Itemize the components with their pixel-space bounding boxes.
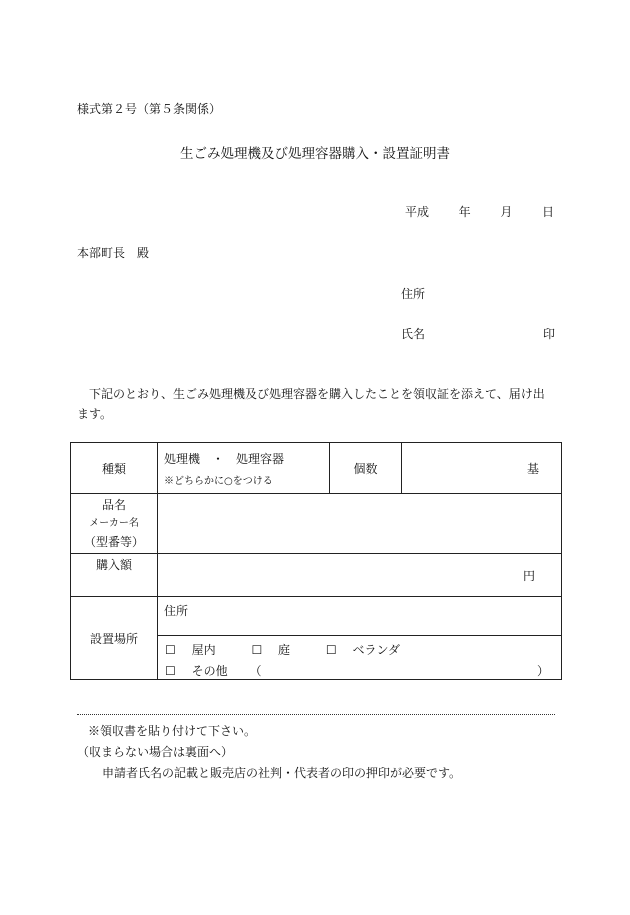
count-cell[interactable] (402, 443, 562, 494)
location-address-cell[interactable] (158, 597, 562, 636)
row-product (71, 494, 562, 554)
row-type (71, 443, 562, 494)
price-label-cell (71, 554, 158, 597)
location-address-label: 住所 (164, 604, 189, 618)
product-input-cell[interactable] (158, 494, 562, 554)
checkbox-indoor[interactable]: ☐ (165, 643, 176, 657)
type-cell (158, 443, 330, 494)
price-unit: 円 (522, 569, 535, 583)
location-options-line-2 (158, 658, 561, 679)
checkbox-balcony[interactable]: ☐ (325, 643, 337, 657)
product-label: 品名 (101, 497, 126, 512)
body-text: 下記のとおり、生ごみ処理機及び処理容器を購入したことを領収証を添えて、届け出ます。 (77, 387, 545, 421)
count-label: 個数 (330, 443, 402, 494)
date-month: 月 (500, 205, 513, 219)
note-receipt: ※領収書を貼り付けて下さい。 (88, 724, 257, 738)
checkbox-other[interactable]: ☐ (165, 664, 176, 678)
option-balcony-label: ベランダ (352, 643, 400, 657)
other-open-paren: （ (249, 664, 262, 678)
cut-line (77, 714, 555, 715)
count-unit: 基 (526, 461, 539, 476)
product-label-cell (71, 494, 158, 554)
type-options: 処理機 ・ 処理容器 (164, 452, 285, 466)
maker-label: メーカー名 (89, 517, 139, 529)
location-label: 設置場所 (71, 597, 158, 680)
price-label: 購入額 (95, 558, 132, 572)
date-line (405, 203, 554, 220)
location-options-cell (158, 636, 562, 680)
row-price (71, 554, 562, 597)
other-close-paren: ） (536, 664, 549, 678)
checkbox-garden[interactable]: ☐ (251, 643, 263, 657)
document-title: 生ごみ処理機及び処理容器購入・設置証明書 (180, 146, 450, 162)
applicant-address-label: 住所 (401, 287, 426, 301)
application-table (70, 442, 562, 680)
option-garden-label: 庭 (278, 643, 291, 657)
date-year: 年 (458, 205, 471, 219)
applicant-name-label: 氏名 (401, 327, 426, 341)
date-era: 平成 (404, 205, 429, 219)
type-label: 種類 (71, 443, 158, 494)
seal-mark: 印 (543, 327, 556, 341)
note-overflow: （収まらない場合は裏面へ） (77, 745, 234, 759)
type-note: ※どちらかに○をつける (164, 476, 273, 487)
addressee: 本部町長 殿 (77, 246, 150, 260)
model-label: （型番等） (83, 534, 144, 549)
row-location-address (71, 597, 562, 636)
date-day: 日 (541, 205, 554, 219)
note-requirements: 申請者氏名の記載と販売店の社判・代表者の印の押印が必要です。 (102, 766, 462, 780)
form-number: 様式第２号（第５条関係） (77, 102, 222, 116)
option-other-text: その他 (191, 664, 228, 678)
location-options-line-1 (158, 636, 561, 658)
price-input-cell[interactable] (158, 554, 562, 597)
option-indoor-label: 屋内 (191, 643, 216, 657)
